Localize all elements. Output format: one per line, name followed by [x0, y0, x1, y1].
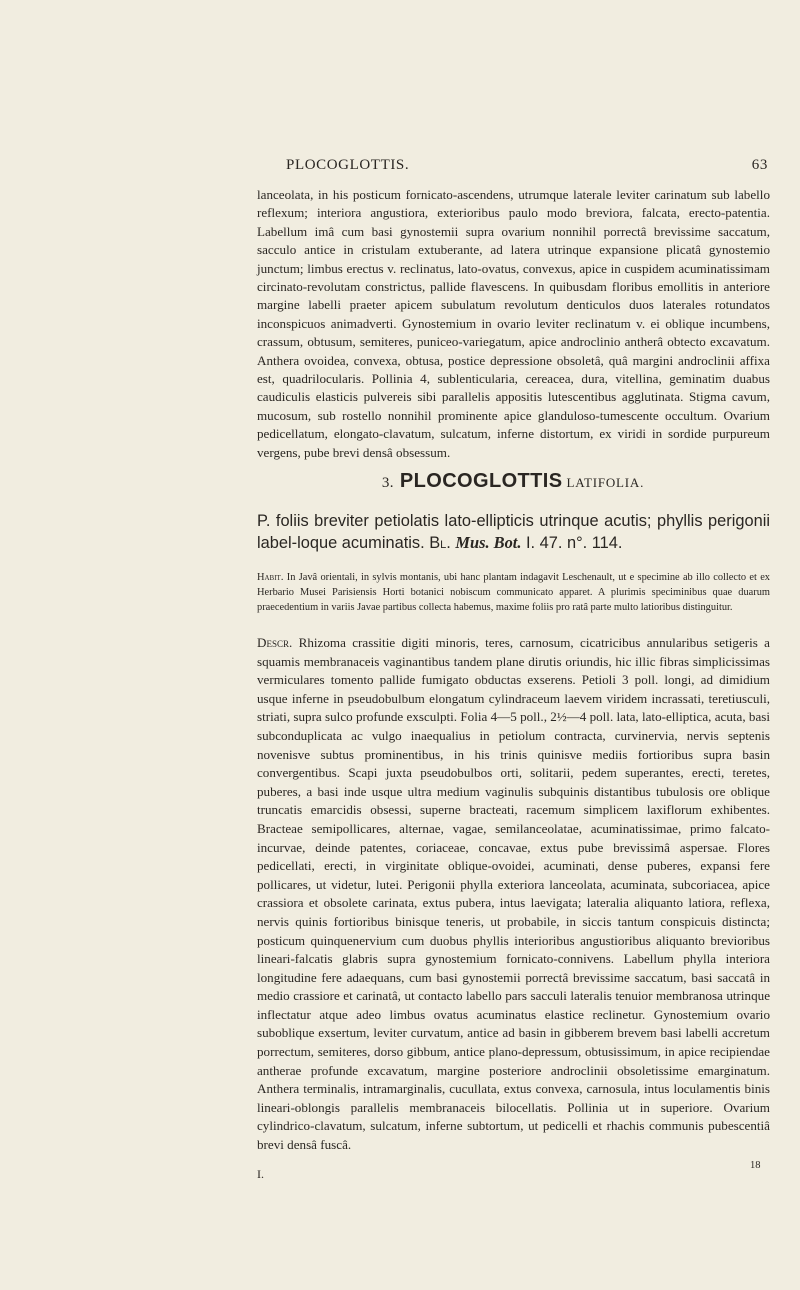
- running-title: PLOCOGLOTTIS.: [286, 157, 410, 173]
- species-heading: [258, 470, 768, 493]
- diagnosis-reference-detail: I. 47. n°. 114.: [526, 534, 623, 552]
- signature-mark: I.: [257, 1167, 264, 1181]
- species-epithet: LATIFOLIA.: [566, 475, 645, 490]
- diagnosis: [257, 510, 770, 554]
- habitat-label: Habit.: [257, 572, 284, 583]
- description-text: Rhizoma crassitie digiti minoris, teres, carnosum, cicatricibus annularibus setigeris a squamis membranaceis vaginantibus tandem plane dirutis oriundis, hic illic fibras simplicissimas vermiculares tomento pallide fumigato obductas exserens. Petioli 3 poll. longi, ad dimidium usque inferne in pseudobulbum elongatum cylindraceum laevem viridem incrassati, teretiusculi, striati, supra sulco profunde exsculpti. Folia 4—5 poll., 2½—4 poll. lata, lato-elliptica, acuta, basi subconduplicata ac vulgo inaequalius in petiolum contracta, curvinervia, nervis septenis novenisve subtus prominentibus, in his trinis quinisve mediis fortioribus supra basin convergentibus. Scapi juxta pseudobulbos orti, solitarii, pedem superantes, erecti, teretes, puberes, a basi inde usque ultra medium vaginulis subquinis distantibus tubulosis ore oblique truncatis emarcidis obsessi, superne bracteati, racemum simplicem laxiflorum exhibentes. Bracteae semipollicares, alternae, vagae, semilanceolatae, acuminatissimae, primo falcato-incurvae, deinde patentes, coriaceae, concavae, extus pube brevissimâ aspersae. Flores pedicellati, erecti, in virginitate oblique-ovoidei, acuminati, dense puberes, expansi fere pollicares, ut videtur, lutei. Perigonii phylla exteriora lanceolata, acuminata, subcoriacea, apice crassiora et obsolete carinata, extus pubera, intus laevigata; lateralia aliquanto latiora, reflexa, nervis quinis fortioribus binisque teneris, ut probabile, in siccis tantum conspicuis distincta; posticum quinquenervium cum duobus phyllis interioribus angustioribus aliquanto brevioribus lineari-falcatis glabris supra gynostemium fornicato-connivens. Labellum phylla interiora longitudine fere adaequans, cum basi gynostemii porrectâ brevissime saccatum, basi saccatâ in medio crassiore et carinatâ, ut contacto labello pars sacculi lateralis tenuior membranosa utrinque inflectatur atque adeo limbus ovatus acuminatus elastice reclinetur. Gynostemium ovario suboblique exsertum, leviter curvatum, antice ad basin in gibberem brevem basi labelli accretum porrectum, semiteres, dorso gibbum, antice plano-depressum, obtusissimum, in apice recipiendae antherae profunde excavatum, margine posteriore androclinii obsoletissime emarginatum. Anthera terminalis, intramarginalis, cucullata, extus convexa, carnosula, intus loculamentis binis lineari-oblongis parallelis membranaceis bilocellatis. Pollinia ut in superiore. Ovarium cylindrico-clavatum, sulcatum, inferne subtortum, ut pedicelli et rhachis communis pubescentiâ brevi densâ fuscâ.: [257, 635, 770, 1153]
- page-number: 63: [751, 157, 768, 173]
- diagnosis-author: Bl.: [429, 534, 451, 552]
- body-paragraph: lanceolata, in his posticum fornicato-ascendens, utrumque laterale leviter carinatum sub labello reflexum; interiora angustiora, exterioribus paulo modo breviora, falcata, erecto-patentia. Labellum imâ cum basi gynostemii supra ovarium nonnihil porrectâ brevissime saccatum, sacculo antice in cristulam extuberante, ad latera utrinque expansione plicatâ gynostemio junctum; limbus erectus v. reclinatus, lato-ovatus, convexus, apice in cuspidem acuminatissimam circinato-revolutam constrictus, pallide flavescens. In quibusdam floribus emollitis in anteriore margine labelli praeter apicem subulatum revolutum denticulos duos laterales rotundatos inconspicuos animadverti. Gynostemium in ovario leviter reclinatum v. ei oblique incumbens, crassum, obtusum, semiteres, puniceo-variegatum, apice androclinio antherâ obtecto excavatum. Anthera ovoidea, convexa, obtusa, postice depressione obsoletâ, quâ margini androclinii affixa est, quadrilocularis. Pollinia 4, sublenticularia, cereacea, dura, vitellina, geminatim duabus caudiculis elasticis pulvereis sibi parallelis appositis lutescentibus agglutinata. Stigma cavum, mucosum, sub rostello nonnihil prominente apice glanduloso-tumescente occultum. Ovarium pedicellatum, elongato-clavatum, sulcatum, inferne distortum, ex viridi in sordide purpureum vergens, pube brevi densâ obsessum.: [257, 187, 770, 460]
- diagnosis-reference-title: Mus. Bot.: [455, 533, 522, 552]
- genus-name: PLOCOGLOTTIS: [399, 470, 563, 492]
- sheet-number: 18: [750, 1160, 761, 1171]
- species-number: 3.: [381, 475, 394, 491]
- habitat-paragraph: [257, 570, 770, 615]
- diagnosis-text: P. foliis breviter petiolatis lato-ellipticis utrinque acutis; phyllis perigonii label-loque acuminatis.: [257, 512, 770, 552]
- description-label: Descr.: [257, 635, 293, 650]
- description-paragraph: [257, 634, 770, 1155]
- habitat-text: In Javâ orientali, in sylvis montanis, ubi hanc plantam indagavit Leschenault, ut e specimine ab illo collecto et ex Herbario Musei Parisiensis Horti botanici nobiscum communicato apparet. A plurimis speciminibus quae duarum praecedentium in variis Javae partibus collecta habemus, maxime foliis pro ratâ parte multo latioribus distinguitur.: [257, 572, 770, 613]
